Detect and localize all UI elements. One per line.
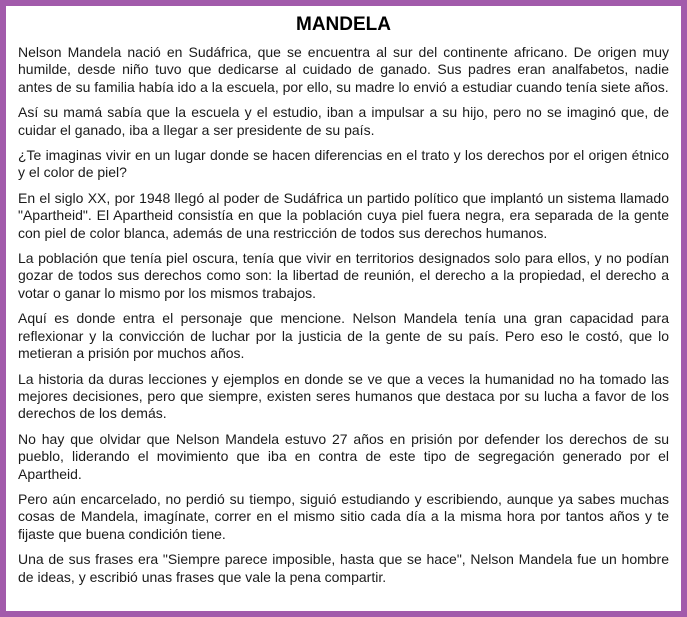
paragraph-3: ¿Te imaginas vivir en un lugar donde se hacen diferencias en el trato y los derechos por el origen étnico y el color de piel? — [18, 147, 669, 181]
paragraph-10: Una de sus frases era "Siempre parece imposible, hasta que se hace", Nelson Mandela fue un hombre de ideas, y escribió unas frases que vale la pena compartir. — [18, 551, 669, 585]
document-title: MANDELA — [296, 14, 391, 35]
paragraph-9: Pero aún encarcelado, no perdió su tiempo, siguió estudiando y escribiendo, aunque ya sabes muchas cosas de Mandela, imagínate, correr en el mismo sitio cada día a la misma hora por tantos años y te fijaste que buena condición tiene. — [18, 490, 669, 542]
paragraph-6: Aquí es donde entra el personaje que mencione. Nelson Mandela tenía una gran capacidad para reflexionar y la convicción de luchar por la justicia de la gente de su país. Pero eso le costó, que lo metieran a prisión por muchos años. — [18, 310, 669, 362]
paragraph-4: En el siglo XX, por 1948 llegó al poder de Sudáfrica un partido político que implantó un sistema llamado "Apartheid". El Apartheid consistía en que la población cuya piel fuera negra, era separada de la gente con piel de color blanca, además de una restricción de todos sus derechos humanos. — [18, 189, 669, 241]
paragraph-7: La historia da duras lecciones y ejemplos en donde se ve que a veces la humanidad no ha tomado las mejores decisiones, pero que siempre, existen seres humanos que destaca por su lucha a favor de los derechos de los demás. — [18, 370, 669, 422]
paragraph-5: La población que tenía piel oscura, tenía que vivir en territorios designados solo para ellos, y no podían gozar de todos sus derechos como son: la libertad de reunión, el derecho a la propiedad, el derecho a votar o ganar lo mismo por los mismos trabajos. — [18, 250, 669, 301]
paragraph-2: Así su mamá sabía que la escuela y el estudio, iban a impulsar a su hijo, pero no se imaginó que, de cuidar el ganado, iba a llegar a ser presidente de su país. — [18, 104, 669, 138]
paragraph-1: Nelson Mandela nació en Sudáfrica, que se encuentra al sur del continente africano. De origen muy humilde, desde niño tuvo que dedicarse al cuidado de ganado. Sus padres eran analfabetos, nadie antes de su familia había ido a la escuela, por ello, su madre lo envió a estudiar cuando tenía siete años. — [18, 44, 669, 95]
paragraph-8: No hay que olvidar que Nelson Mandela estuvo 27 años en prisión por defender los derechos de su pueblo, liderando el movimiento que iba en contra de este tipo de segregación generado por el Apartheid. — [18, 430, 669, 482]
